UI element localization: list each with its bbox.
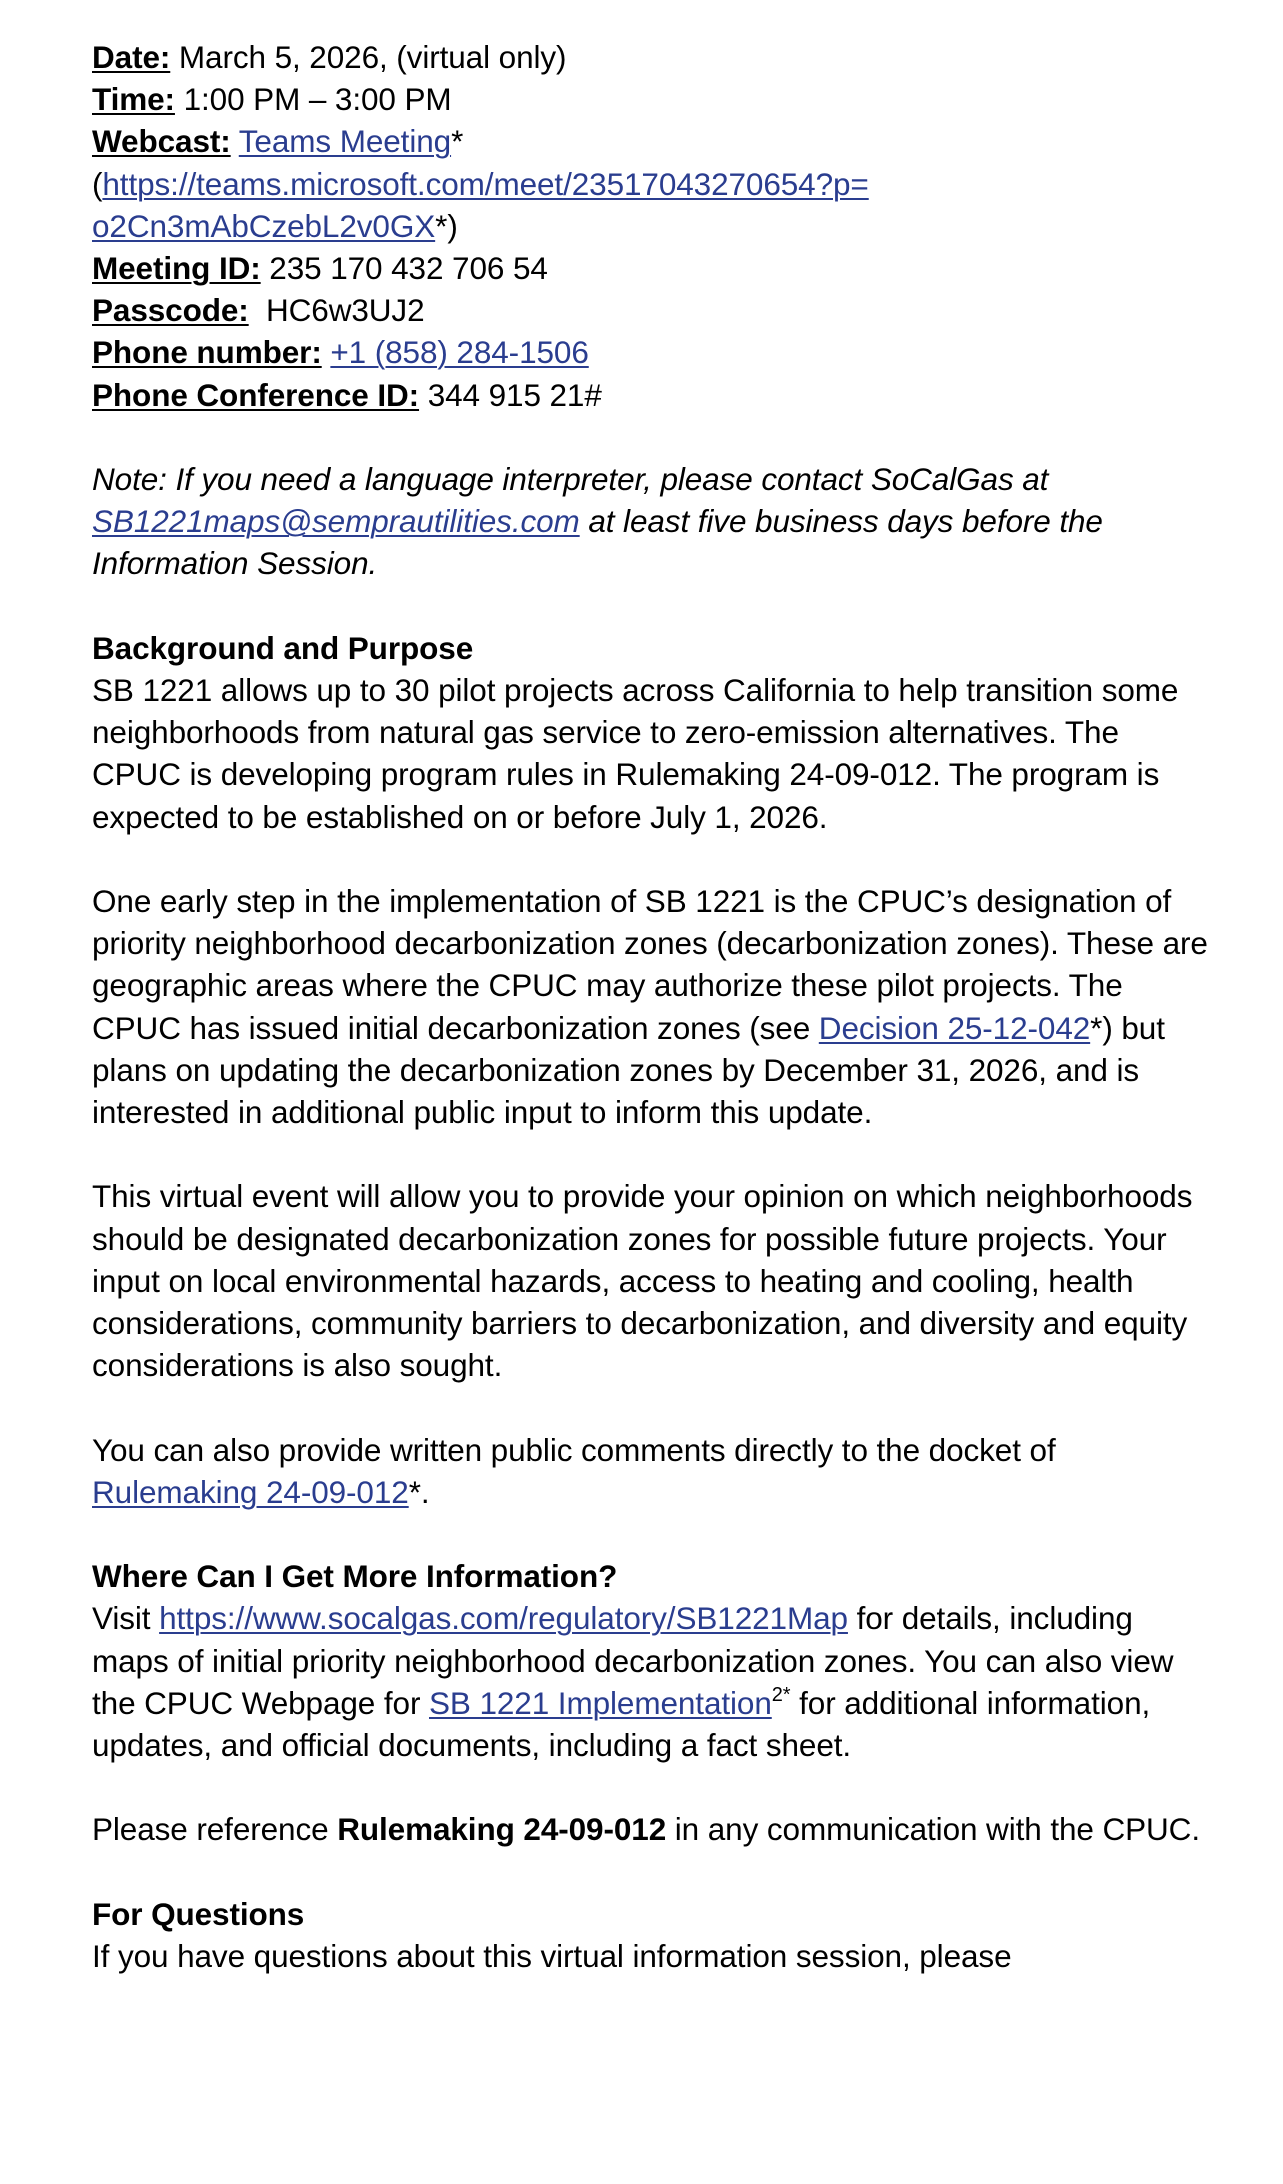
passcode-label: Passcode: (92, 292, 249, 329)
email-link[interactable]: SB1221maps@semprautilities.com (92, 503, 580, 540)
decision-link[interactable]: Decision 25-12-042 (818, 1009, 1091, 1046)
webcast-row (92, 120, 1212, 162)
passcode-value: HC6w3UJ2 (248, 292, 425, 329)
reference-text-after: in any communication with the CPUC. (666, 1811, 1200, 1848)
spacer (92, 1766, 1212, 1808)
paragraph-text: You can also provide written public comments directly to the docket of (92, 1431, 1056, 1468)
url-open-paren: ( (92, 165, 103, 202)
cpuc-text-after: for additional information, updates, and official documents, including a fact sheet. (92, 1684, 1151, 1764)
phone-row (92, 331, 1212, 373)
conference-id-value: 344 915 21# (419, 376, 602, 413)
spacer (92, 838, 1212, 880)
date-value: March 5, 2026, (virtual only) (170, 39, 567, 75)
meeting-id-value: 235 170 432 706 54 (260, 250, 548, 287)
passcode-row (92, 289, 1212, 331)
footnote-marker: 2* (771, 1683, 791, 1706)
time-label: Time: (92, 81, 175, 118)
paragraph-text-after: *) but plans on updating the decarbonization zones by December 31, 2026, and is interested in additional public input to inform this update. (92, 1009, 1165, 1131)
webcast-url-row-2 (92, 205, 1212, 247)
questions-paragraph: If you have questions about this virtual information session, please (92, 1938, 1012, 1975)
more-info-heading: Where Can I Get More Information? (92, 1558, 618, 1595)
conference-id-label: Phone Conference ID: (92, 376, 420, 413)
date-row (92, 36, 1212, 78)
spacer (92, 1851, 1212, 1893)
url-close-paren: *) (435, 207, 458, 244)
spacer (92, 585, 1212, 627)
spacer (92, 416, 1212, 458)
background-paragraph-2 (92, 880, 1212, 1133)
paragraph-text-after: *. (408, 1473, 430, 1510)
more-info-paragraph (92, 1597, 1212, 1766)
reference-text: Please reference (92, 1811, 338, 1848)
note-text: Note: If you need a language interpreter, please contact SoCalGas at (92, 461, 1049, 498)
interpreter-note (92, 458, 1212, 585)
time-row (92, 78, 1212, 120)
background-paragraph-4 (92, 1429, 1212, 1513)
phone-number-link[interactable]: +1 (858) 284-1506 (330, 334, 589, 371)
webcast-url-row (92, 163, 1212, 205)
paragraph-text: One early step in the implementation of SB 1221 is the CPUC’s designation of priority neighborhood decarbonization zones (decarbonization zones). These are geographic areas where the CPUC may authorize these pilot projects. The CPUC has issued initial decarbonization zones (see (92, 883, 1208, 1046)
background-heading: Background and Purpose (92, 629, 474, 666)
date-label: Date: (92, 39, 171, 75)
sb1221-implementation-link[interactable]: SB 1221 Implementation (429, 1684, 772, 1721)
rulemaking-link[interactable]: Rulemaking 24-09-012 (92, 1473, 409, 1510)
phone-label: Phone number: (92, 334, 322, 371)
spacer (92, 1133, 1212, 1175)
cpuc-text: You can also view the CPUC Webpage for (92, 1642, 1174, 1721)
meeting-id-label: Meeting ID: (92, 250, 261, 287)
webcast-asterisk: * (451, 123, 464, 160)
visit-text: Visit (92, 1600, 160, 1637)
visit-text-after: for details, including maps of initial priority neighborhood decarbonization zones. (92, 1600, 1133, 1679)
background-paragraph-3: This virtual event will allow you to provide your opinion on which neighborhoods should be designated decarbonization zones for possible future projects. Your input on local environmental hazards, access to heating and cooling, health considerations, community barriers to decarbonization, and diversity and equity considerations is also sought. (92, 1178, 1193, 1384)
note-text-after: at least five business days before the Information Session. (92, 503, 1103, 582)
background-paragraph-1: SB 1221 allows up to 30 pilot projects across California to help transition some neighborhoods from natural gas service to zero-emission alternatives. The CPUC is developing program rules in Rulemaking 24-09-012. The program is expected to be established on or before July 1, 2026. (92, 672, 1179, 835)
meeting-details (92, 36, 1212, 416)
conference-id-row (92, 374, 1212, 416)
webcast-label: Webcast: (92, 123, 231, 160)
teams-meeting-link[interactable]: Teams Meeting (238, 123, 452, 160)
rulemaking-reference: Rulemaking 24-09-012 (337, 1811, 667, 1848)
meeting-id-row (92, 247, 1212, 289)
socalgas-map-link[interactable]: https://www.socalgas.com/regulatory/SB1221Map (159, 1600, 848, 1637)
spacer (92, 1513, 1212, 1555)
reference-paragraph (92, 1808, 1212, 1850)
spacer (92, 1386, 1212, 1428)
time-value: 1:00 PM – 3:00 PM (174, 81, 452, 118)
teams-url-link-part2[interactable]: o2Cn3mAbCzebL2v0GX (92, 207, 436, 244)
questions-heading: For Questions (92, 1895, 305, 1932)
teams-url-link-part1[interactable]: https://teams.microsoft.com/meet/23517043270654?p= (102, 165, 869, 202)
